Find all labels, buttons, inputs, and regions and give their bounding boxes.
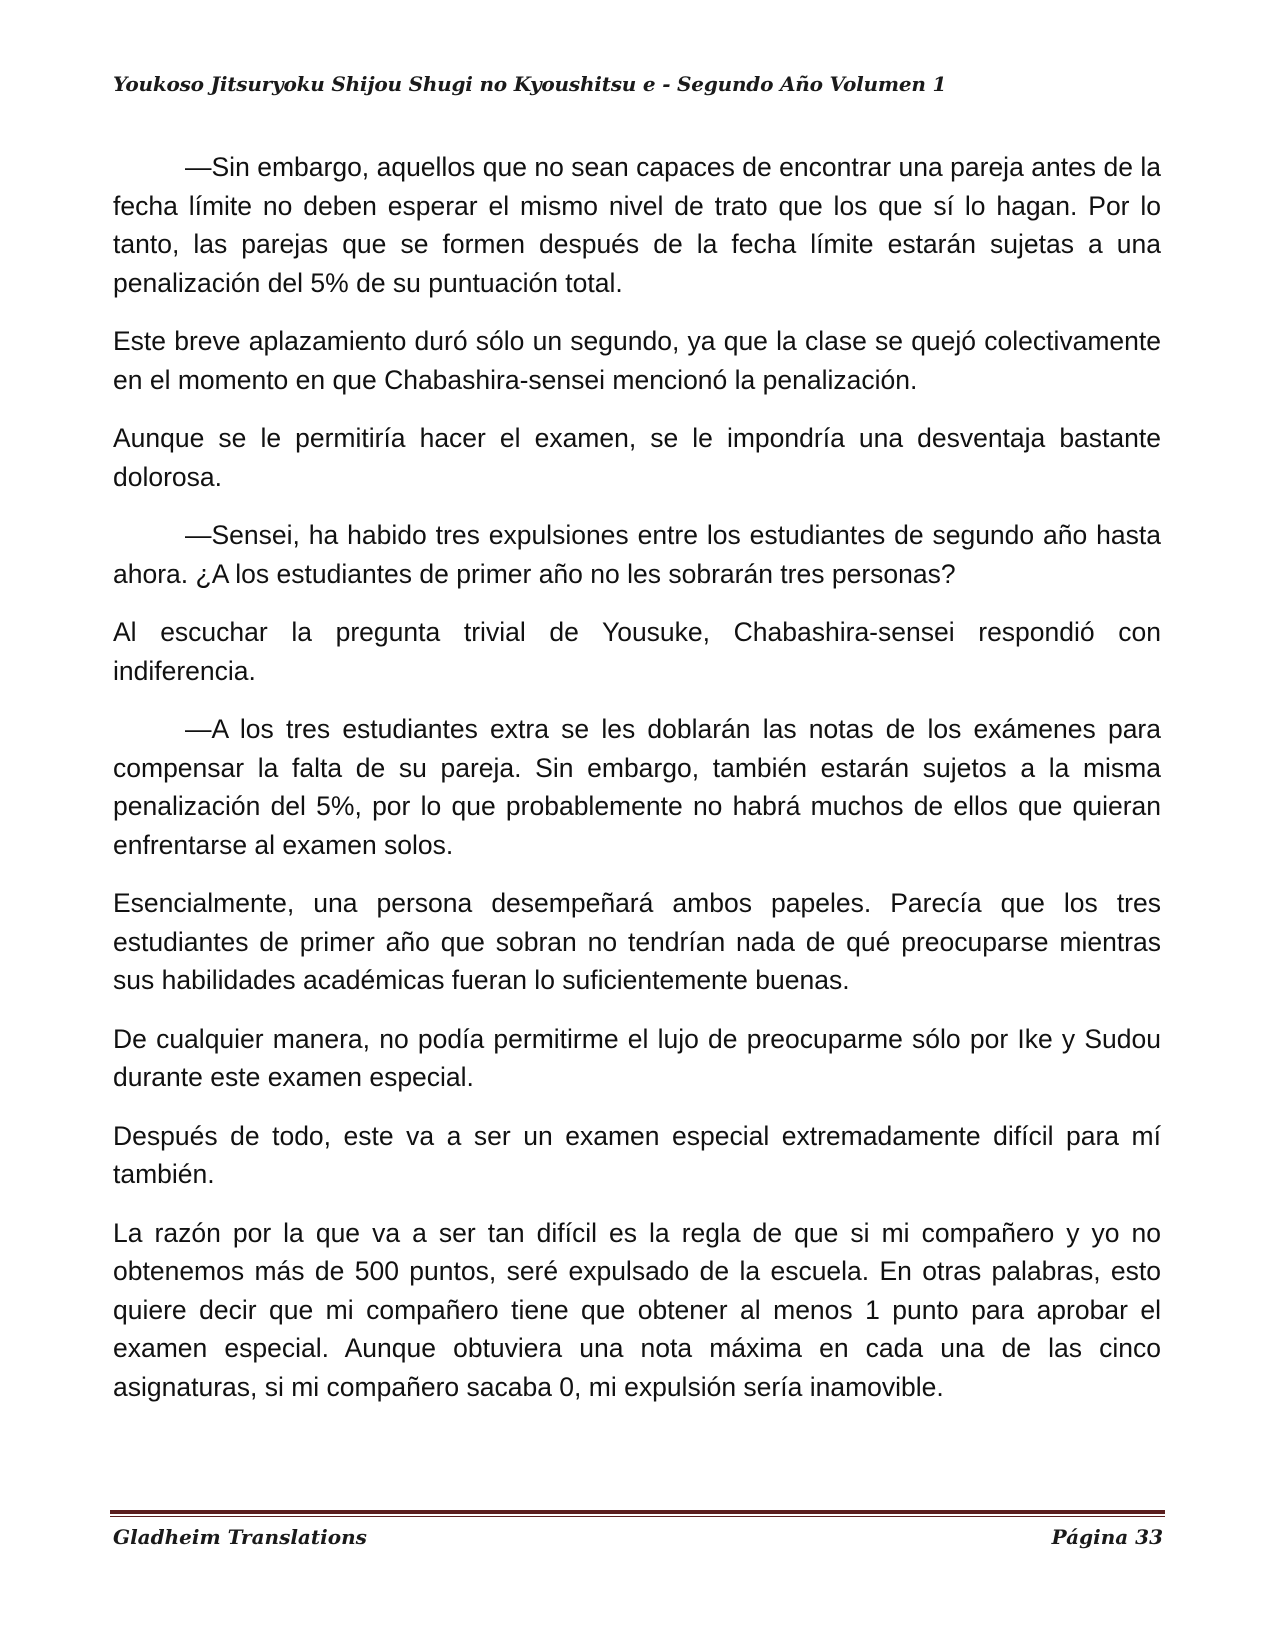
footer-divider [110, 1510, 1165, 1517]
body-text [113, 148, 1161, 1426]
footer-page-number: Página 33 [1051, 1525, 1163, 1549]
paragraph: —Sensei, ha habido tres expulsiones entre los estudiantes de segundo año hasta ahora. ¿A los estudiantes de primer año no les sobrarán tres personas? [113, 520, 1161, 589]
paragraph: —Sin embargo, aquellos que no sean capaces de encontrar una pareja antes de la fecha límite no deben esperar el mismo nivel de trato que los que sí lo hagan. Por lo tanto, las parejas que se formen después de la fecha límite estarán sujetas a una penalización del 5% de su puntuación total. [113, 152, 1161, 298]
page-footer [113, 1525, 1163, 1549]
paragraph: —A los tres estudiantes extra se les doblarán las notas de los exámenes para compensar la falta de su pareja. Sin embargo, también estarán sujetos a la misma penalización del 5%, por lo que probablemente no habrá muchos de ellos que quieran enfrentarse al examen solos. [113, 714, 1161, 860]
paragraph: Al escuchar la pregunta trivial de Yousuke, Chabashira-sensei respondió con indiferencia. [113, 617, 1161, 686]
paragraph: De cualquier manera, no podía permitirme el lujo de preocuparme sólo por Ike y Sudou durante este examen especial. [113, 1023, 1161, 1092]
paragraph: Aunque se le permitiría hacer el examen, se le impondría una desventaja bastante dolorosa. [113, 423, 1161, 492]
paragraph: Este breve aplazamiento duró sólo un segundo, ya que la clase se quejó colectivamente en el momento en que Chabashira-sensei mencionó la penalización. [113, 326, 1161, 395]
paragraph: La razón por la que va a ser tan difícil es la regla de que si mi compañero y yo no obtenemos más de 500 puntos, seré expulsado de la escuela. En otras palabras, esto quiere decir que mi compañero tiene que obtener al menos 1 punto para aprobar el examen especial. Aunque obtuviera una nota máxima en cada una de las cinco asignaturas, si mi compañero sacaba 0, mi expulsión sería inamovible. [113, 1217, 1161, 1402]
paragraph: Esencialmente, una persona desempeñará ambos papeles. Parecía que los tres estudiantes de primer año que sobran no tendrían nada de qué preocuparse mientras sus habilidades académicas fueran lo suficientemente buenas. [113, 888, 1161, 995]
paragraph: Después de todo, este va a ser un examen especial extremadamente difícil para mí también. [113, 1120, 1161, 1189]
footer-divider-thick [110, 1510, 1165, 1514]
footer-translator: Gladheim Translations [113, 1525, 367, 1549]
page-header-title: Youkoso Jitsuryoku Shijou Shugi no Kyoushitsu e - Segundo Año Volumen 1 [113, 72, 947, 96]
footer-divider-thin [110, 1516, 1165, 1517]
